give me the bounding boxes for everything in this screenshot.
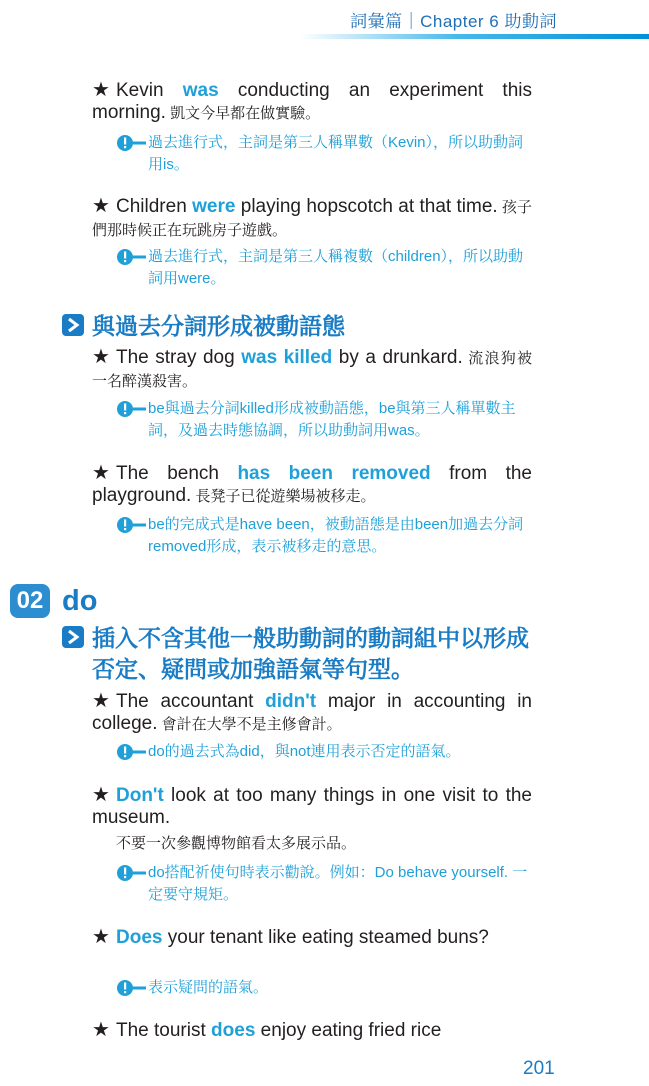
example-translation: 會計在大學不是主修會計。 — [157, 716, 342, 733]
grammar-note — [116, 132, 532, 176]
star-bullet: ★ — [92, 1019, 110, 1041]
exclamation-icon — [116, 979, 150, 997]
example-sentence — [92, 346, 532, 393]
example-sentence — [92, 690, 532, 736]
example-text: enjoy eating fried rice — [255, 1020, 442, 1041]
example-sentence — [92, 462, 532, 508]
note-text: 表示疑問的語氣。 — [148, 979, 269, 996]
grammar-note — [116, 741, 532, 763]
example-keyword: Does — [116, 927, 163, 948]
example-text: your tenant like eating steamed buns? — [162, 927, 489, 948]
star-bullet: ★ — [92, 79, 110, 101]
section-heading-text: 插入不含其他一般助動詞的動詞組中以形成否定、疑問或加強語氣等句型。 — [92, 625, 529, 682]
example-sentence — [92, 1019, 532, 1042]
example-keyword: was — [182, 80, 219, 101]
example-text: by a drunkard. — [332, 347, 463, 368]
grammar-note — [116, 514, 532, 558]
example-keyword: were — [192, 196, 236, 217]
example-keyword: has been removed — [237, 463, 431, 484]
star-bullet: ★ — [92, 346, 110, 368]
note-text: do的過去式為did，與not連用表示否定的語氣。 — [148, 743, 461, 760]
page-number: 201 — [523, 1058, 555, 1079]
example-translation: 流浪狗被一名醉漢殺害。 — [92, 350, 532, 390]
header-rule — [300, 34, 649, 39]
running-header-title: 詞彙篇｜Chapter 6 助動詞 — [350, 12, 557, 31]
star-bullet: ★ — [92, 690, 110, 712]
example-text: playing hopscotch at that time. — [235, 196, 498, 217]
section-heading — [62, 311, 532, 342]
star-bullet: ★ — [92, 926, 110, 948]
example-text: The stray dog — [116, 347, 242, 368]
example-text: from the playground. — [92, 463, 532, 506]
example-keyword: didn't — [265, 691, 317, 712]
arrow-right-icon — [62, 314, 84, 336]
arrow-right-icon — [62, 626, 84, 648]
example-text: major in accounting in college. — [92, 691, 532, 734]
star-bullet: ★ — [92, 195, 110, 217]
grammar-note — [116, 398, 532, 442]
grammar-note — [116, 246, 532, 290]
example-text: Kevin — [116, 80, 183, 101]
example-text: The bench — [116, 463, 238, 484]
exclamation-icon — [116, 400, 150, 418]
note-text: 過去進行式，主詞是第三人稱單數（Kevin），所以助動詞用is。 — [148, 134, 524, 173]
item-title: do — [62, 585, 98, 617]
example-translation: 長凳子已從遊樂場被移走。 — [191, 488, 376, 505]
example-text: The tourist — [116, 1020, 212, 1041]
example-keyword: was killed — [241, 347, 333, 368]
example-sentence — [92, 926, 532, 949]
exclamation-icon — [116, 134, 150, 152]
example-translation: 不要一次參觀博物館看太多展示品。 — [116, 835, 357, 852]
example-text: The accountant — [116, 691, 266, 712]
example-text: Children — [116, 196, 193, 217]
note-text: 過去進行式，主詞是第三人稱複數（children），所以助動詞用were。 — [148, 248, 524, 287]
example-text: look at too many things in one visit to the museum. — [92, 785, 532, 828]
example-text: conducting an experiment this morning. — [92, 80, 532, 123]
exclamation-icon — [116, 516, 150, 534]
example-sentence — [92, 79, 532, 125]
exclamation-icon — [116, 743, 150, 761]
section-heading — [62, 623, 532, 685]
note-text: be與過去分詞killed形成被動語態，be與第三人稱單數主詞，及過去時態協調，所以助動詞用was。 — [148, 400, 516, 439]
example-keyword: does — [211, 1020, 256, 1041]
example-translation: 孩子們那時候正在玩跳房子遊戲。 — [92, 199, 532, 239]
star-bullet: ★ — [92, 462, 110, 484]
grammar-note — [116, 977, 532, 999]
example-keyword: Don't — [116, 785, 164, 806]
star-bullet: ★ — [92, 784, 110, 806]
section-heading-text: 與過去分詞形成被動語態 — [92, 313, 345, 339]
item-number-badge: 02 — [10, 584, 50, 618]
grammar-note — [116, 862, 532, 906]
example-translation: 凱文今早都在做實驗。 — [165, 105, 321, 122]
example-sentence — [92, 195, 532, 242]
exclamation-icon — [116, 864, 150, 882]
note-text: do搭配祈使句時表示勸說。例如：Do behave yourself. 一定要守規矩。 — [148, 864, 528, 903]
example-sentence — [92, 784, 532, 855]
exclamation-icon — [116, 248, 150, 266]
note-text: be的完成式是have been，被動語態是由been加過去分詞removed形成，表示被移走的意思。 — [148, 516, 524, 555]
